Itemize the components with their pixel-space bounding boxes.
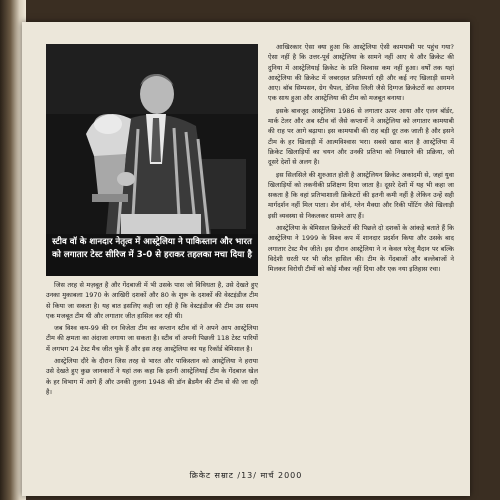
article-paragraph: जब विश्व कप-99 की रन विजेता टीम का कप्तान स्टीव वॉ ने अपने आप आस्ट्रेलिया टीम की क्षमता का अंदाजा लगाया जा सकता है। स्टीव वॉ अपनी पिछली 118 टेस्ट पारियों में लगभग 24 टेस्ट मैच जीत चुके हैं और इस तरह आस्ट्रेलिया का यह रिकॉर्ड बेमिसाल है। <box>46 324 258 353</box>
magazine-page <box>22 22 470 496</box>
article-paragraph: इस सिलसिले की शुरुआत होती है आस्ट्रेलियन क्रिकेट अकादमी से, जहां युवा खिलाड़ियों को तकनीकी प्रशिक्षण दिया जाता है। दूसरे देशों में यह भी कहा जा सकता है कि वहां प्रतिभाशाली क्रिकेटरों की इतनी कमी नहीं है लेकिन उन्हें सही मार्गदर्शन नहीं मिल पाता। शेन वॉर्न, ग्लेन मैक्ग्रा और रिकी पोंटिंग जैसे खिलाड़ी इसी व्यवस्था से निकलकर सामने आए हैं। <box>268 170 454 220</box>
article-paragraph: आखिरकार ऐसा क्या हुआ कि आस्ट्रेलिया ऐसी कामयाबी पर पहुंच गया? ऐसा नहीं है कि उत्तर-पूर्व आस्ट्रेलिया के सामने नहीं आए थे और क्रिकेट की दुनिया में आस्ट्रेलियाई क्रिकेट के प्रति विश्वास कम नहीं हुआ। वर्षों तक यहां आस्ट्रेलिया की क्रिकेट में जबरदस्त प्रतिस्पर्धा रही और कई नए खिलाड़ी सामने आए। बॉब सिम्पसन, ग्रेग चैपल, डेनिस लिली जैसे दिग्गज क्रिकेटरों का आगमन एक साथ हुआ और आस्ट्रेलिया की टीम को मजबूत बनाया। <box>268 43 454 103</box>
page-footer: क्रिकेट सम्राट /13/ मार्च 2000 <box>189 471 303 480</box>
cricket-captain-trophy-photo <box>46 44 258 234</box>
article-paragraph: आस्ट्रेलिया दौरे के दौरान जिस तरह से भारत और पाकिस्तान को आस्ट्रेलिया ने हराया उसे देखते हुए कुछ जानकारों ने यहां तक कहा कि इतनी आस्ट्रेलियाई टीम के गेंदबाज खेल के हर विभाग में आगे हैं और उनकी तुलना 1948 की डॉन ब्रैडमैन की टीम से की जा रही है। <box>46 357 258 396</box>
photo-caption: स्टीव वॉ के शानदार नेतृत्व में आस्ट्रेलिया ने पाकिस्तान और भारत को लगातार टेस्ट सीरिज में 3-0 से हराकर तहलका मचा दिया है <box>46 234 258 276</box>
article-column-left <box>46 280 258 460</box>
article-paragraph: आस्ट्रेलिया के बेमिसाल क्रिकेटरों की पिछले दो दशकों के आंकड़े बताते हैं कि आस्ट्रेलिया ने 1999 के विश्व कप में शानदार प्रदर्शन किया और उसके बाद लगातार टेस्ट मैच जीते। इस दौरान आस्ट्रेलिया ने न केवल घरेलू मैदान पर बल्कि विदेशी धरती पर भी जीत हासिल की। टीम के गेंदबाजों और बल्लेबाजों ने मिलकर विरोधी टीमों को कोई मौका नहीं दिया और एक नया इतिहास रचा। <box>268 224 454 274</box>
article-column-right <box>268 42 454 460</box>
article-paragraph: जिस तरह से मज़बूत है और गेंदबाजी में भी उसके पास जो विविधता है, उसे देखते हुए उनका मुकाबला 1970 के आखिरी दशकों और 80 के शुरू के दशकों की वेस्टइंडीज टीम से किया जा सकता है। यह बात इसलिए कही जा रही है कि वेस्टइंडीज की टीम उस समय एक मजबूत टीम थी और लगातार जीत हासिल कर रही थी। <box>46 281 258 320</box>
article-paragraph: इसके बावजूद आस्ट्रेलिया 1986 से लगातार ऊपर आया और एलन बॉर्डर, मार्क टेलर और अब स्टीव वॉ जैसे कप्तानों ने आस्ट्रेलिया को लगातार कामयाबी की राह पर आगे बढ़ाया। इस कामयाबी की राह बड़ी दूर तक जाती है और इसने टीम के हर खिलाड़ी में आत्मविश्वास भरा। सबसे खास बात है आस्ट्रेलिया में क्रिकेट खिलाड़ियों का चयन और उनकी प्रतिभा को निखारने की प्रक्रिया, जो दूसरे देशों से अलग है। <box>268 106 454 167</box>
